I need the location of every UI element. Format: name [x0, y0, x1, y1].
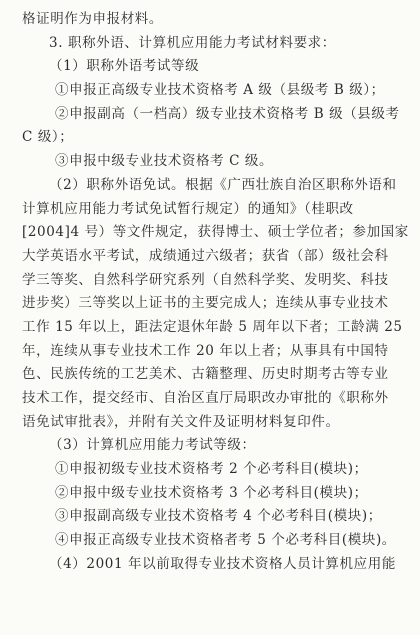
text-line: 语免试审批表》，并附有关文件及证明材料复印件。 — [22, 413, 340, 430]
list-item: ③申报副高级专业技术资格考 4 个必考科目(模块)； — [55, 508, 382, 525]
list-item: ①申报正高级专业技术资格考 A 级（县级考 B 级）； — [55, 82, 385, 99]
list-item: ①申报初级专业技术资格考 2 个必考科目(模块)； — [55, 461, 368, 478]
list-item: ③申报中级专业技术资格考 C 级。 — [55, 153, 274, 170]
list-item: ②申报副高（一档高）级专业技术资格考 B 级（县级考 — [55, 105, 400, 122]
text-line: 大学英语水平考试，成绩通过六级者；获省（部）级社会科 — [22, 247, 389, 264]
text-line: 进步奖）三等奖以上证书的主要完成人；连续从事专业技术 — [22, 295, 389, 312]
text-line: 格证明作为申报材料。 — [22, 11, 163, 27]
text-line: 技术工作，提交经市、自治区直厅局职改办审批的《职称外 — [22, 390, 389, 406]
list-item: ④申报正高级专业技术资格者考 5 个必考科目(模块)。 — [55, 532, 396, 549]
list-item-continuation: C 级）； — [22, 129, 74, 146]
list-item: ②申报中级专业技术资格考 3 个必考科目(模块)； — [55, 484, 368, 501]
text-line: [2004]4 号）等文件规定，获得博士、硕士学位者；参加国家 — [22, 224, 409, 241]
text-line: 计算机应用能力考试免试暂行规定）的通知》（桂职改 — [22, 200, 354, 217]
text-line: 年，连续从事专业技术工作 20 年以上者；从事具有中国特 — [22, 342, 389, 359]
text-line: 学三等奖、自然科学研究系列（自然科学奖、发明奖、科技 — [22, 271, 389, 288]
text-line: 工作 15 年以上，距法定退休年龄 5 周年以下者；工龄满 25 — [22, 318, 403, 335]
subsection-heading: （1）职称外语考试等级 — [49, 58, 200, 75]
subsection-heading: （2）职称外语免试。根据《广西壮族自治区职称外语和 — [49, 176, 397, 193]
subsection-heading: （3）计算机应用能力考试等级： — [49, 437, 256, 454]
subsection-heading: （4）2001 年以前取得专业技术资格人员计算机应用能 — [49, 555, 396, 572]
text-line: 色、民族传统的工艺美术、古籍整理、历史时期考古等专业 — [22, 366, 389, 383]
section-heading: 3. 职称外语、计算机应用能力考试材料要求： — [49, 34, 336, 51]
